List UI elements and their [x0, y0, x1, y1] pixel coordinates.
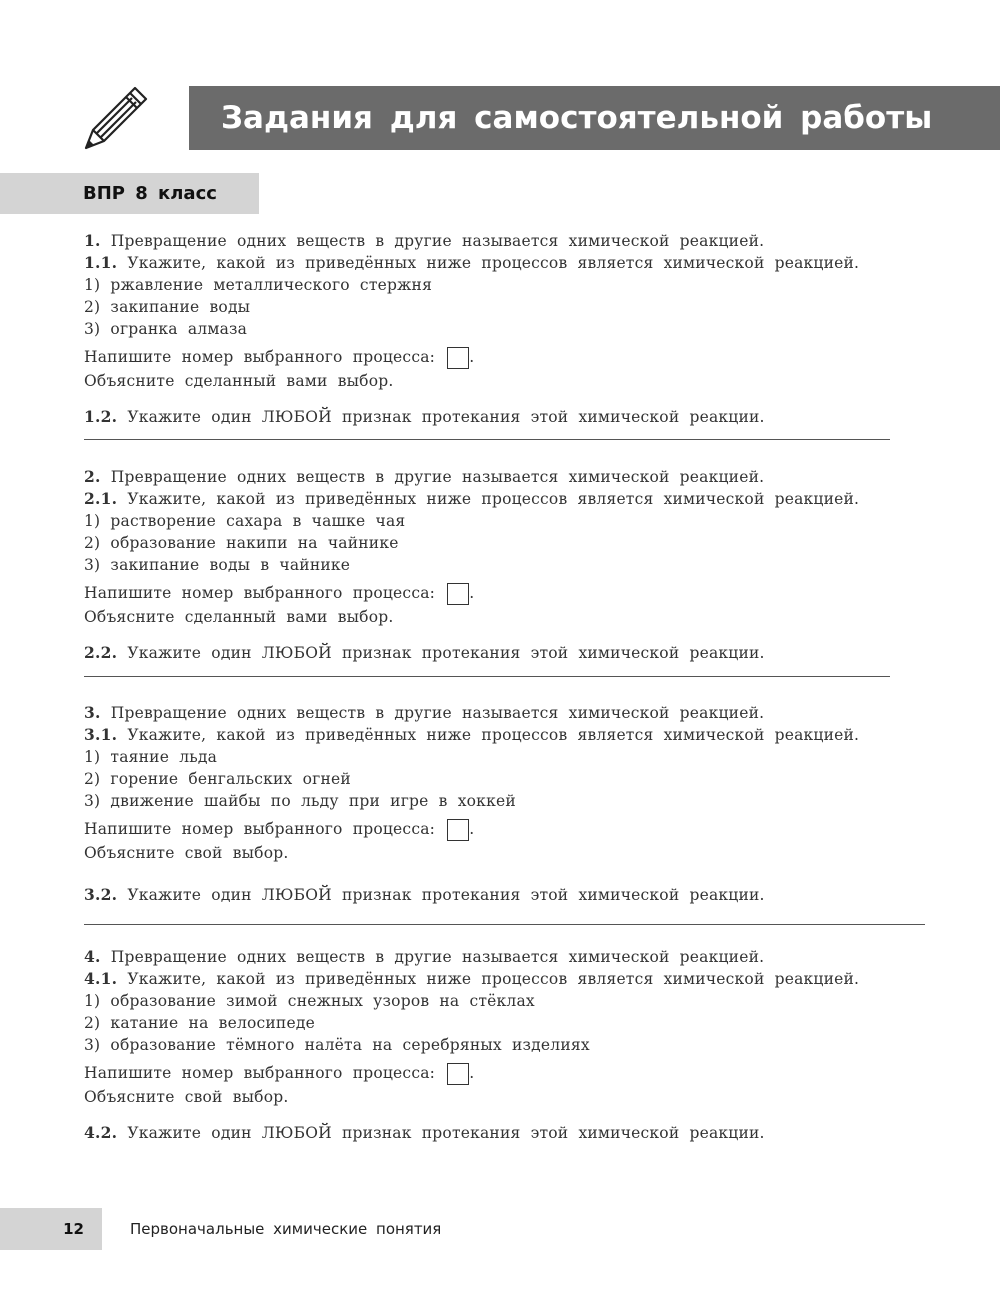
page-number: 12	[0, 1208, 102, 1250]
question-number: 2.1.	[84, 489, 118, 508]
task-number: 3.	[84, 703, 101, 722]
divider	[84, 924, 925, 925]
option-2: 2) закипание воды	[84, 298, 251, 316]
answer-box[interactable]	[447, 1063, 469, 1085]
explain-prompt: Объясните сделанный вами выбор.	[84, 372, 394, 390]
task-4: 4. Превращение одних веществ в другие называется химической реакцией. 4.1. Укажите, какой из приведённых ниже процессов является химической реакцией. 1) образование зимой снежных узоров на стёклах 2) катание на велосипеде 3) образование тёмного налёта на серебряных изделиях Напишите номер выбранного процесса: . Объясните свой выбор. 4.2. Укажите один ЛЮБОЙ признак протекания этой химической реакции.	[84, 947, 860, 1142]
question-number: 4.2.	[84, 1123, 118, 1142]
page-title: Задания для самостоятельной работы	[189, 86, 1000, 150]
answer-box[interactable]	[447, 583, 469, 605]
question-text: Укажите один ЛЮБОЙ признак протекания этой химической реакции.	[127, 644, 765, 662]
task-3: 3. Превращение одних веществ в другие называется химической реакцией. 3.1. Укажите, какой из приведённых ниже процессов является химической реакцией. 1) таяние льда 2) горение бенгальских огней 3) движение шайбы по льду при игре в хоккей Напишите номер выбранного процесса: . Объясните свой выбор. 3.2. Укажите один ЛЮБОЙ признак протекания этой химической реакции.	[84, 703, 860, 904]
pencil-icon	[80, 82, 152, 154]
question-text: Укажите один ЛЮБОЙ признак протекания этой химической реакции.	[127, 408, 765, 426]
option-1: 1) образование зимой снежных узоров на стёклах	[84, 992, 535, 1010]
explain-prompt: Объясните сделанный вами выбор.	[84, 608, 394, 626]
question-number: 1.2.	[84, 407, 118, 426]
question-number: 2.2.	[84, 643, 118, 662]
option-2: 2) катание на велосипеде	[84, 1014, 315, 1032]
question-number: 1.1.	[84, 253, 118, 272]
option-1: 1) ржавление металлического стержня	[84, 276, 433, 294]
option-1: 1) растворение сахара в чашке чая	[84, 512, 406, 530]
task-intro: Превращение одних веществ в другие называется химической реакцией.	[110, 232, 765, 250]
question-number: 4.1.	[84, 969, 118, 988]
explain-prompt: Объясните свой выбор.	[84, 844, 289, 862]
divider	[84, 439, 890, 440]
task-number: 4.	[84, 947, 101, 966]
section-title: Первоначальные химические понятия	[130, 1220, 442, 1238]
option-2: 2) горение бенгальских огней	[84, 770, 351, 788]
task-number: 1.	[84, 231, 101, 250]
task-2: 2. Превращение одних веществ в другие называется химической реакцией. 2.1. Укажите, какой из приведённых ниже процессов является химической реакцией. 1) растворение сахара в чашке чая 2) образование накипи на чайнике 3) закипание воды в чайнике Напишите номер выбранного процесса: . Объясните сделанный вами выбор. 2.2. Укажите один ЛЮБОЙ признак протекания этой химической реакции.	[84, 467, 860, 662]
answer-box[interactable]	[447, 347, 469, 369]
option-3: 3) образование тёмного налёта на серебряных изделиях	[84, 1036, 590, 1054]
option-3: 3) закипание воды в чайнике	[84, 556, 351, 574]
option-1: 1) таяние льда	[84, 748, 218, 766]
option-3: 3) движение шайбы по льду при игре в хоккей	[84, 792, 516, 810]
question-number: 3.2.	[84, 885, 118, 904]
answer-box[interactable]	[447, 819, 469, 841]
grade-label: ВПР 8 класс	[0, 173, 259, 214]
question-text: Укажите, какой из приведённых ниже процессов является химической реакцией.	[127, 970, 860, 988]
task-number: 2.	[84, 467, 101, 486]
explain-prompt: Объясните свой выбор.	[84, 1088, 289, 1106]
answer-prompt: Напишите номер выбранного процесса:	[84, 820, 436, 838]
question-text: Укажите один ЛЮБОЙ признак протекания этой химической реакции.	[127, 886, 765, 904]
task-intro: Превращение одних веществ в другие называется химической реакцией.	[110, 704, 765, 722]
divider	[84, 676, 890, 677]
question-text: Укажите, какой из приведённых ниже процессов является химической реакцией.	[127, 254, 860, 272]
question-text: Укажите один ЛЮБОЙ признак протекания этой химической реакции.	[127, 1124, 765, 1142]
option-2: 2) образование накипи на чайнике	[84, 534, 399, 552]
question-number: 3.1.	[84, 725, 118, 744]
task-1: 1. Превращение одних веществ в другие называется химической реакцией. 1.1. Укажите, какой из приведённых ниже процессов является химической реакцией. 1) ржавление металлического стержня 2) закипание воды 3) огранка алмаза Напишите номер выбранного процесса: . Объясните сделанный вами выбор. 1.2. Укажите один ЛЮБОЙ признак протекания этой химической реакции.	[84, 231, 860, 426]
answer-prompt: Напишите номер выбранного процесса:	[84, 1064, 436, 1082]
task-intro: Превращение одних веществ в другие называется химической реакцией.	[110, 468, 765, 486]
answer-prompt: Напишите номер выбранного процесса:	[84, 348, 436, 366]
option-3: 3) огранка алмаза	[84, 320, 248, 338]
task-intro: Превращение одних веществ в другие называется химической реакцией.	[110, 948, 765, 966]
answer-prompt: Напишите номер выбранного процесса:	[84, 584, 436, 602]
question-text: Укажите, какой из приведённых ниже процессов является химической реакцией.	[127, 726, 860, 744]
question-text: Укажите, какой из приведённых ниже процессов является химической реакцией.	[127, 490, 860, 508]
